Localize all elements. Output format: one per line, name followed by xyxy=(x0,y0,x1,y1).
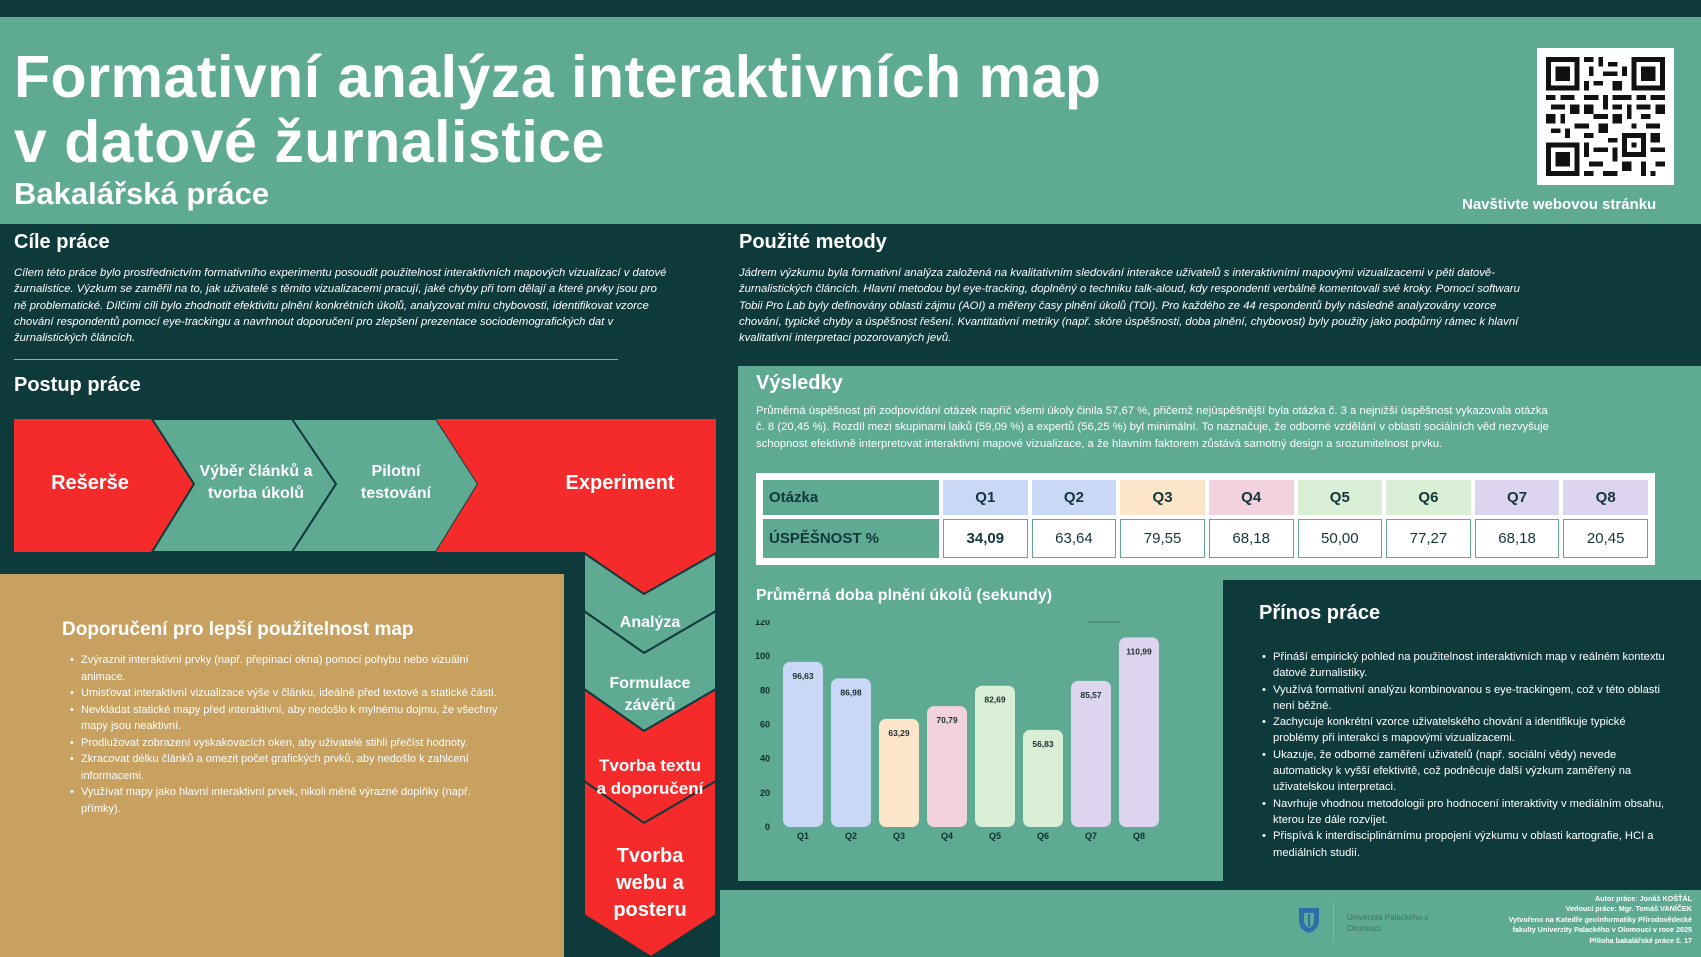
contribution-list xyxy=(1262,649,1672,861)
chart-data-label: 85,57 xyxy=(1080,689,1102,700)
chart-bar-q8 xyxy=(1119,637,1159,827)
table-value-q1: 34,09 xyxy=(943,519,1028,558)
chart-data-label: 96,63 xyxy=(792,670,814,681)
table-question-q7: Q7 xyxy=(1475,480,1560,515)
table-question-q2: Q2 xyxy=(1032,480,1117,515)
list-item: • Navrhuje vhodnou metodologii pro hodnocení interaktivity v mediálním obsahu, kterou lze dále rozvíjet. xyxy=(1262,796,1672,829)
university-name: Univerzita Palackého v Olomouci xyxy=(1347,913,1429,933)
results-heading: Výsledky xyxy=(756,372,843,394)
table-question-q5: Q5 xyxy=(1298,480,1383,515)
list-item: • Zachycuje konkrétní vzorce uživatelského chování a identifikuje typické problémy při interakci s mapovými vizualizacemi. xyxy=(1262,714,1672,747)
table-question-q8: Q8 xyxy=(1563,480,1648,515)
chart-bar-q7 xyxy=(1071,681,1111,827)
flow-step-tvorba-webu: Tvorba webu a posteru xyxy=(613,844,687,921)
goals-heading: Cíle práce xyxy=(14,231,110,253)
qr-caption: Navštivte webovou stránku xyxy=(1462,196,1657,213)
chart-title: Průměrná doba plnění úkolů (sekundy) xyxy=(756,587,1053,604)
list-item: • Využívá formativní analýzu kombinovanou s eye-trackingem, což v této oblasti není běžné. xyxy=(1262,682,1672,715)
table-value-q8: 20,45 xyxy=(1563,519,1648,558)
list-item: • Přináší empirický pohled na použitelnost interaktivních map v reálném kontextu datové žurnalistiky. xyxy=(1262,649,1672,682)
y-tick-label: 20 xyxy=(759,787,770,798)
recommendations-heading: Doporučení pro lepší použitelnost map xyxy=(62,619,414,640)
goals-text: Cílem této práce bylo prostřednictvím formativního experimentu posoudit použitelnost interaktivních mapových vizualizací v datové žurnalistice. Výzkum se zaměřil na to, jak uživatelé s těmito vizualizacemi pracují, jaké chyby při tom dělají a které prvky jsou pro ně problematické. Dílčími cíli bylo zhodnotit efektivitu plnění konkrétních úkolů, analyzovat míru chybovosti, identifikovat vzorce chování respondentů pomocí eye-trackingu a navrhnout doporučení pro zlepšení prezentace sociodemografických dat v žurnalistických článcích. xyxy=(14,267,667,345)
poster-subtitle: Bakalářská práce xyxy=(14,176,270,211)
list-item: • Zvýraznit interaktivní prvky (např. přepínací okna) pomocí pohybu nebo vizuální animace. xyxy=(70,652,510,685)
y-tick-label: 100 xyxy=(754,651,770,662)
y-tick-label: 60 xyxy=(759,719,770,730)
list-item: • Prodlužovat zobrazení vyskakovacích oken, aby uživatelé stihli přečíst hodnoty. xyxy=(70,735,510,752)
list-item: • Zkracovat délku článků a omezit počet grafických prvků, aby nedošlo k zahlcení informacemi. xyxy=(70,751,510,784)
table-header-label: Otázka xyxy=(763,480,939,515)
results-text: Průměrná úspěšnost při zodpovídání otázek napříč všemi úkoly činila 57,67 %, přičemž nejúspěšnější byla otázka č. 3 a nejnižší úspěšnost vykazovala otázka č. 8 (20,45 %). Rozdíl mezi skupinami laiků (59,09 %) a expertů (56,25 %) byl minimální. To naznačuje, že odborné vzdělání v oblasti sociálních věd nezvyšuje schopnost efektivně interpretovat interaktivní mapové vizualizace, a že hlavním faktorem zůstává samotný design a srozumitelnost prvku. xyxy=(756,405,1549,450)
table-value-q7: 68,18 xyxy=(1475,519,1560,558)
x-tick-label: Q4 xyxy=(940,831,954,841)
success-table xyxy=(756,473,1655,565)
table-value-q3: 79,55 xyxy=(1120,519,1205,558)
credit-line: Vedoucí práce: Mgr. Tomáš VANÍČEK xyxy=(1565,904,1692,914)
chart-data-label: 70,79 xyxy=(936,715,958,726)
chart-bar-q2 xyxy=(831,678,871,827)
contribution-heading: Přínos práce xyxy=(1259,602,1381,624)
workflow-heading: Postup práce xyxy=(14,374,141,396)
chart-data-label: 82,69 xyxy=(984,694,1006,705)
list-item: • Ukazuje, že odborné zaměření uživatelů (např. sociální vědy) nevede automaticky k vyšší efektivitě, což podněcuje další výzkum zaměřený na uživatelskou interpretaci. xyxy=(1262,747,1672,796)
flow-step-pilotni-testovani: Pilotní testování xyxy=(360,463,432,502)
list-item: • Využívat mapy jako hlavní interaktivní prvek, nikoli méně výrazné doplňky (např. přímky). xyxy=(70,784,510,817)
y-tick-label: 80 xyxy=(759,685,770,696)
chart-canvas xyxy=(748,620,1168,880)
university-logo-icon xyxy=(1294,905,1324,935)
list-item: • Přispívá k interdisciplinárnímu propojení výzkumu v oblasti kartografie, HCI a mediálních studií. xyxy=(1262,828,1672,861)
x-tick-label: Q6 xyxy=(1036,831,1050,841)
credit-line: Autor práce: Jonáš KOŠŤÁL xyxy=(1594,894,1692,903)
chart-bar-q1 xyxy=(783,662,823,827)
footer-divider xyxy=(1333,902,1334,942)
x-tick-label: Q2 xyxy=(844,831,858,841)
table-question-q4: Q4 xyxy=(1209,480,1294,515)
flow-step-analyza: Analýza xyxy=(619,614,681,632)
x-tick-label: Q8 xyxy=(1132,831,1146,841)
duration-bar-chart xyxy=(748,620,1168,880)
credit-line: fakulty Univerzity Palackého v Olomouci v roce 2025 xyxy=(1512,925,1692,935)
table-question-q6: Q6 xyxy=(1386,480,1471,515)
poster-title-line-2: v datové žurnalistice xyxy=(14,109,605,175)
qr-code[interactable] xyxy=(1537,48,1674,185)
x-tick-label: Q3 xyxy=(892,831,906,841)
credit-line: Příloha bakalářské práce č. 17 xyxy=(1589,935,1692,945)
chart-data-label: 56,83 xyxy=(1032,738,1054,749)
table-question-q3: Q3 xyxy=(1120,480,1205,515)
table-value-q4: 68,18 xyxy=(1209,519,1294,558)
table-question-q1: Q1 xyxy=(943,480,1028,515)
flow-step-tvorba-textu: Tvorba textu a doporučení xyxy=(596,756,704,798)
chart-data-label: 63,29 xyxy=(888,727,910,738)
flow-step-formulace-zaveru: Formulace závěrů xyxy=(609,675,691,714)
methods-text: Jádrem výzkumu byla formativní analýza založená na kvalitativním sledování interakce uživatelů s interaktivními mapovými vizualizacemi v pěti datově-žurnalistických článcích. Hlavní metodou byl eye-tracking, doplněný o techniku talk-aloud, kdy respondenti verbálně komentovali své kroky. Pomocí softwaru Tobii Pro Lab byly definovány oblasti zájmu (AOI) a měřeny časy plnění úkolů (TOI). Pro každého ze 44 respondentů byly následně analyzovány vzorce chování, typické chyby a úspěšnost řešení. Kvantitativní metriky (např. skóre úspěšnosti, doba plnění, chybovost) byly použity jako podpůrný rámec k hlavní kvalitativní interpretaci pozorovaných jevů. xyxy=(739,267,1520,345)
table-row-label: ÚSPĚŠNOST % xyxy=(763,519,939,558)
list-item: • Nevkládat statické mapy před interaktivní, aby nedošlo k mylnému dojmu, že všechny mapy jsou neaktivní. xyxy=(70,702,510,735)
y-tick-label: 40 xyxy=(759,753,770,764)
flow-step-experiment: Experiment xyxy=(565,471,675,494)
chart-data-label: 86,98 xyxy=(840,687,862,698)
table-row xyxy=(763,480,1648,515)
chart-bar-q5 xyxy=(975,686,1015,827)
table-row xyxy=(763,519,1648,558)
section-divider xyxy=(14,359,618,360)
x-tick-label: Q1 xyxy=(796,831,810,841)
table-value-q6: 77,27 xyxy=(1386,519,1471,558)
methods-heading: Použité metody xyxy=(739,231,887,253)
flow-step-vyber-clanku: Výběr článků a tvorba úkolů xyxy=(199,463,313,502)
y-tick-label: 0 xyxy=(764,822,770,832)
y-tick-label: 120 xyxy=(754,620,770,627)
chart-data-label: 110,99 xyxy=(1126,646,1152,657)
table-value-q5: 50,00 xyxy=(1298,519,1383,558)
credits xyxy=(1380,894,1692,946)
list-item: • Umisťovat interaktivní vizualizace výše v článku, ideálně před textové a statické části. xyxy=(70,685,510,702)
table-value-q2: 63,64 xyxy=(1032,519,1117,558)
x-tick-label: Q5 xyxy=(988,831,1002,841)
credit-line: Vytvořeno na Katedře geoinformatiky Přírodovědecké xyxy=(1508,914,1692,924)
x-tick-label: Q7 xyxy=(1084,831,1098,841)
poster-title-line-1: Formativní analýza interaktivních map xyxy=(14,44,1102,110)
workflow-diagram xyxy=(0,415,720,957)
qr-code-icon xyxy=(1546,57,1665,176)
flow-step-reserse: Rešerše xyxy=(51,471,129,494)
